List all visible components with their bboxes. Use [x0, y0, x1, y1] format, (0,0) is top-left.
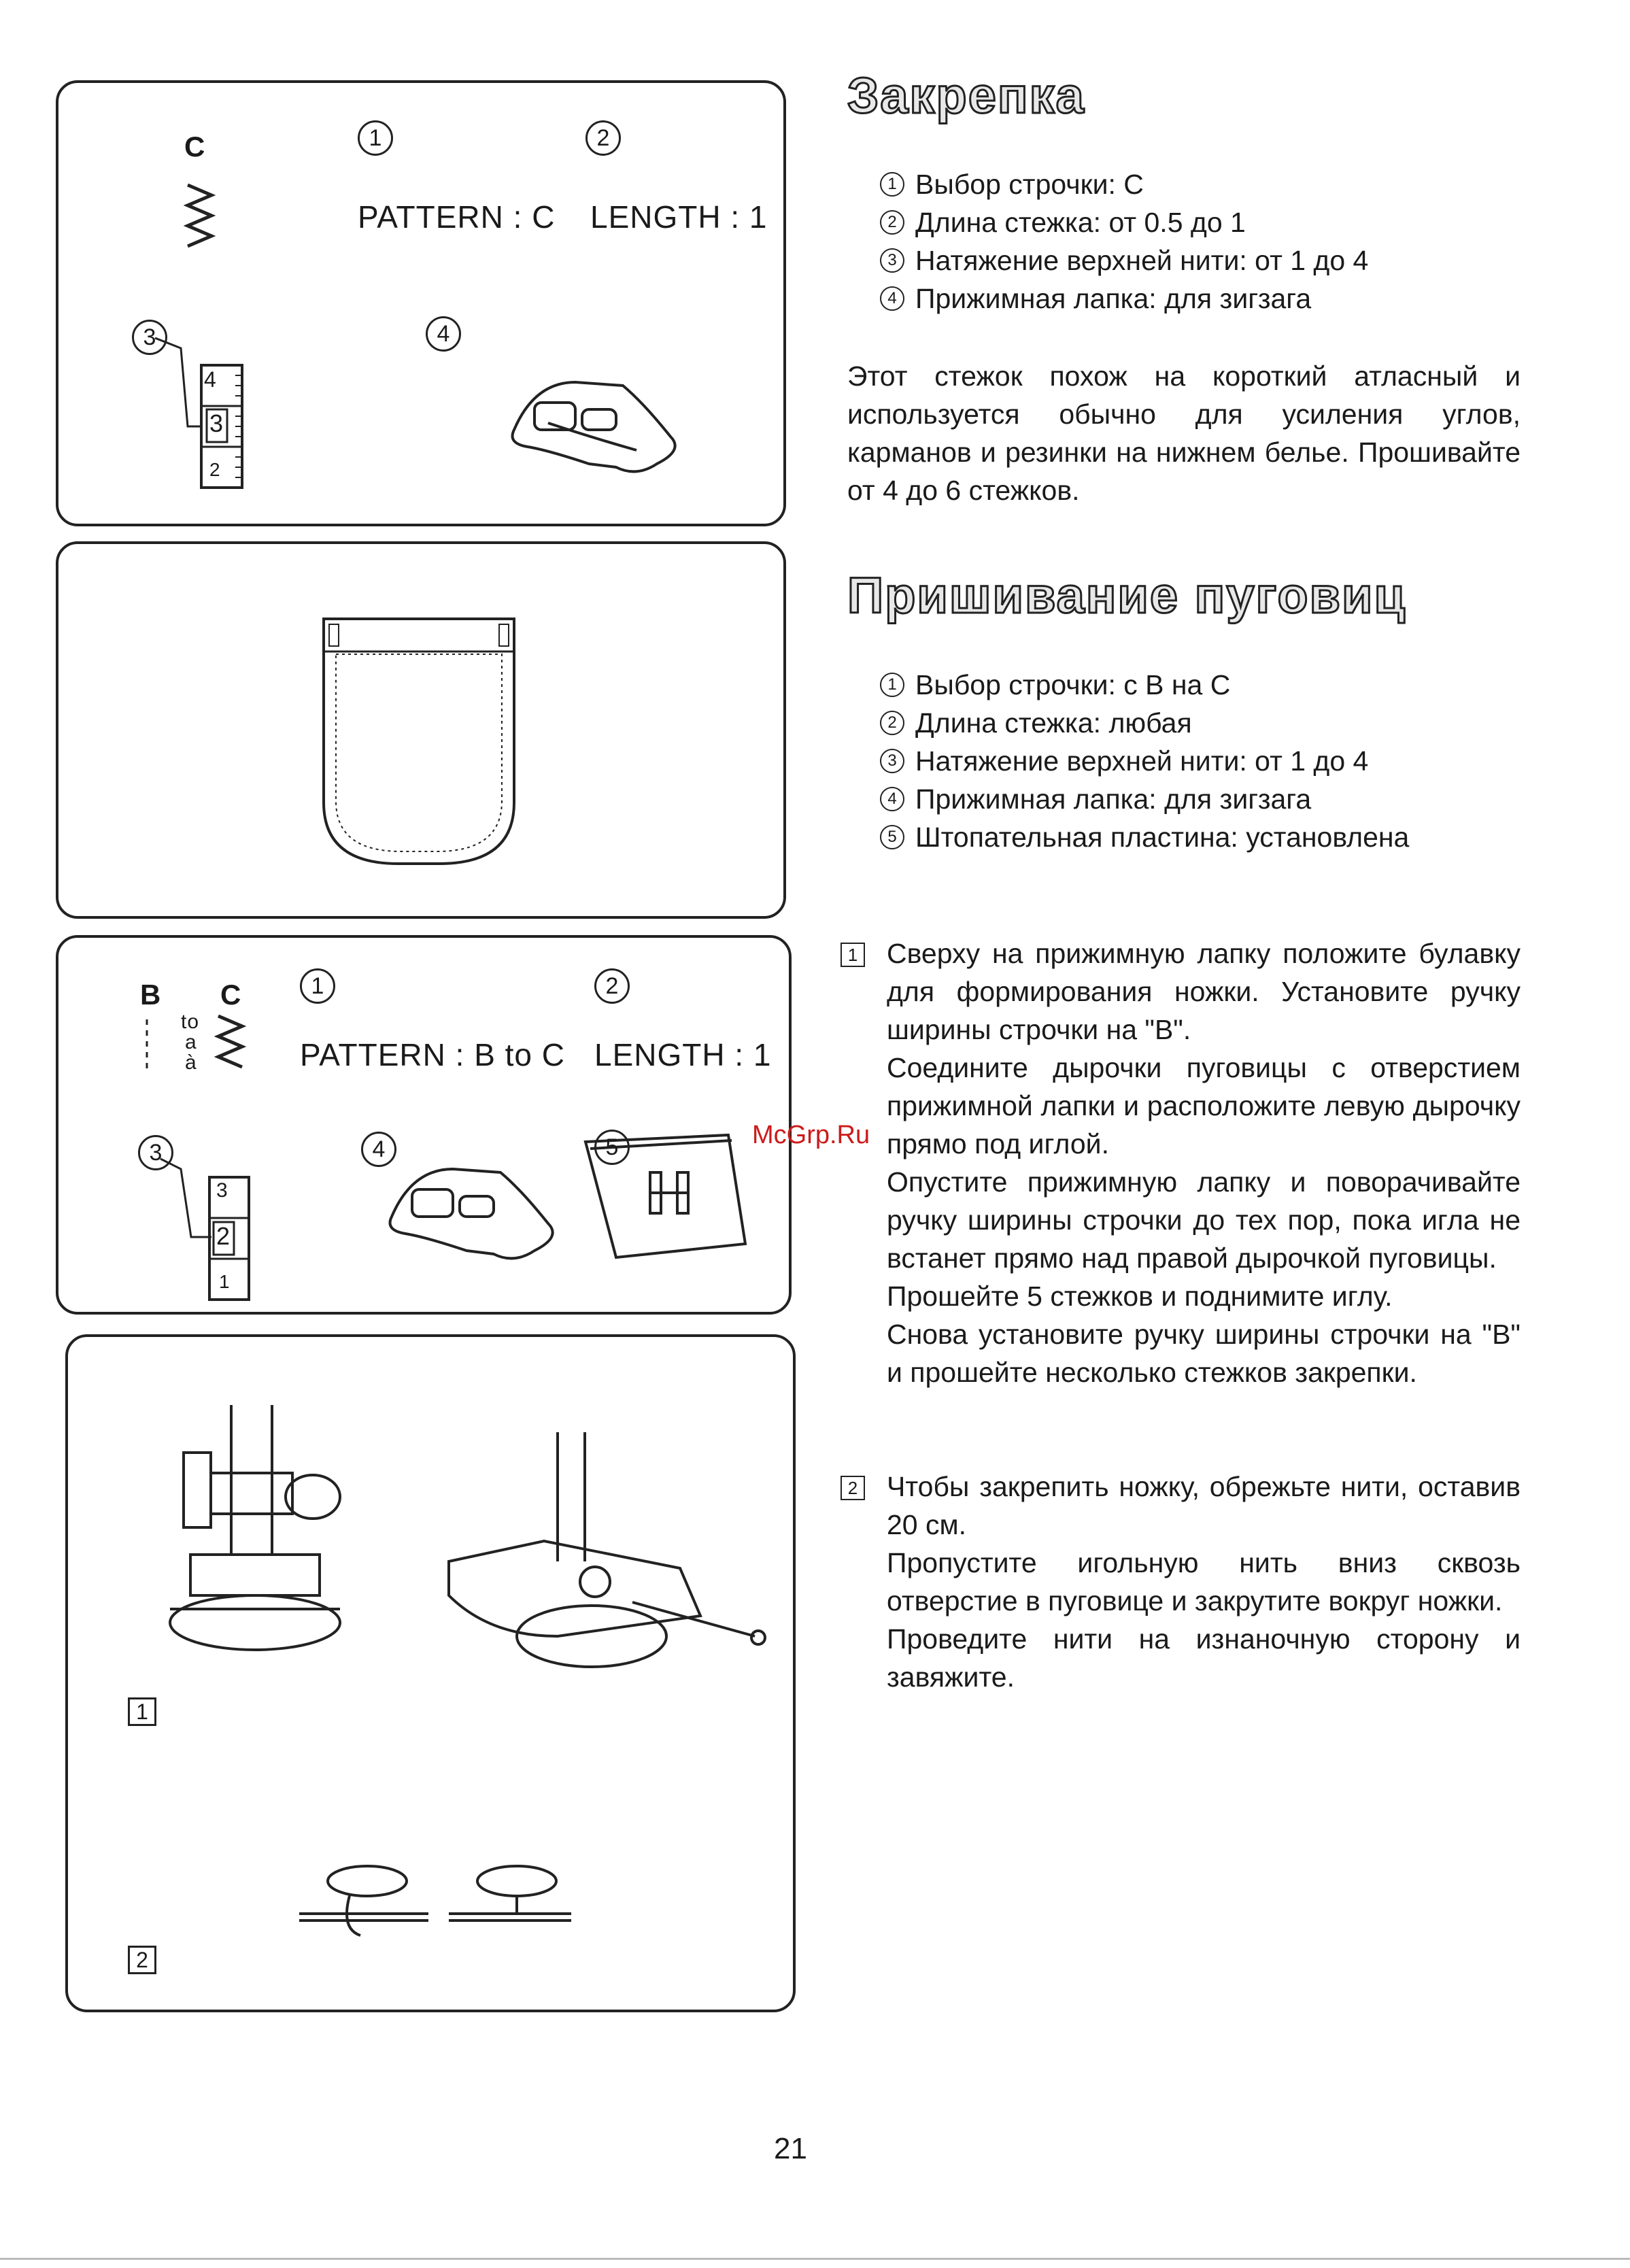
step-paragraph: Снова установите ручку ширины строчки на "B" и прошейте несколько стежков закрепки. — [887, 1319, 1521, 1388]
step-paragraph: Проведите нити на изнаночную сторону и завяжите. — [887, 1623, 1521, 1693]
step-number-marker: 3 — [132, 320, 167, 355]
step-paragraph: Опустите прижимную лапку и поворачивайте ручку ширины строчки до тех пор, пока игла не встанет прямо над правой дырочкой пуговицы. — [887, 1166, 1521, 1274]
bartack-settings-figure — [58, 83, 789, 529]
button-on-foot-icon — [449, 1432, 765, 1667]
pattern-letter-label: C — [184, 131, 206, 163]
step-paragraph: Чтобы закрепить ножку, обрежьте нити, оставив 20 см. — [887, 1471, 1521, 1540]
bartack-settings-panel — [56, 80, 786, 526]
pattern-text: PATTERN : C — [358, 199, 556, 235]
button-settings-panel — [56, 935, 792, 1315]
to-label: a — [185, 1031, 197, 1053]
list-item-text: Длина стежка: любая — [915, 707, 1192, 739]
button-shank-icon — [299, 1866, 571, 1935]
list-number: 4 — [880, 787, 904, 811]
list-number: 2 — [880, 711, 904, 735]
zigzag-foot-icon — [390, 1169, 553, 1258]
bartack-mark-icon — [329, 624, 339, 646]
tension-scale-value: 2 — [216, 1222, 231, 1250]
step-label-box: 2 — [841, 1476, 865, 1500]
step-label-box: 1 — [128, 1697, 156, 1726]
list-number: 4 — [880, 286, 904, 311]
page-number: 21 — [774, 2132, 807, 2165]
list-number: 1 — [880, 172, 904, 197]
list-number: 2 — [880, 210, 904, 235]
length-text: LENGTH : 1 — [590, 199, 768, 235]
step-label-box: 2 — [128, 1946, 156, 1974]
button-sewing-illustration-panel — [65, 1334, 796, 2012]
step-number-marker: 2 — [585, 120, 621, 156]
section-title-bartack: Закрепка — [847, 67, 1085, 124]
bartack-description: Этот стежок похож на короткий атласный и используется обычно для усиления углов, карманов и резинки на нижнем белье. Прошивайте от 4 до 6 стежков. — [847, 360, 1521, 506]
list-item-text: Натяжение верхней нити: от 1 до 4 — [915, 745, 1369, 777]
list-item — [880, 780, 1560, 818]
list-item — [880, 818, 1560, 856]
list-item — [880, 203, 1560, 241]
zigzag-foot-icon — [513, 382, 675, 471]
tension-scale-value: 3 — [216, 1179, 228, 1202]
list-item-text: Натяжение верхней нити: от 1 до 4 — [915, 245, 1369, 276]
step-number-marker: 4 — [361, 1132, 396, 1167]
tension-scale-value: 1 — [219, 1271, 231, 1292]
pattern-text: PATTERN : B to C — [300, 1037, 566, 1072]
to-label: to — [181, 1011, 200, 1033]
button-sewing-figure — [68, 1337, 798, 2015]
list-item-text: Прижимная лапка: для зигзага — [915, 283, 1312, 314]
list-item — [880, 704, 1560, 742]
step-number-marker: 1 — [358, 120, 393, 156]
list-number: 5 — [880, 825, 904, 849]
step-number-marker: 4 — [426, 316, 461, 352]
tension-scale-value: 2 — [209, 459, 221, 480]
page-bottom-divider — [0, 2258, 1630, 2260]
step-number-marker: 2 — [594, 968, 630, 1004]
step-number-marker: 5 — [594, 1130, 630, 1165]
button-settings-list — [880, 666, 1560, 856]
pocket-figure — [58, 544, 789, 921]
list-item — [880, 280, 1560, 318]
list-item — [880, 742, 1560, 780]
list-item-text: Выбор строчки: с B на C — [915, 669, 1231, 700]
pattern-letter-b: B — [140, 979, 162, 1011]
zigzag-pattern-icon — [218, 1016, 242, 1067]
instruction-step-1 — [841, 934, 1521, 1391]
step-number-marker: 1 — [300, 968, 335, 1004]
length-text: LENGTH : 1 — [594, 1037, 772, 1072]
list-number: 1 — [880, 673, 904, 697]
watermark: McGrp.Ru — [752, 1121, 870, 1149]
tension-scale-value: 3 — [209, 409, 224, 437]
step-label-box: 1 — [841, 943, 865, 967]
zigzag-pattern-icon — [188, 185, 211, 246]
bartack-mark-icon — [499, 624, 509, 646]
list-item-text: Штопательная пластина: установлена — [915, 822, 1410, 853]
list-item-text: Прижимная лапка: для зигзага — [915, 783, 1312, 815]
list-item — [880, 241, 1560, 280]
step-paragraph: Пропустите игольную нить вниз сквозь отверстие в пуговице и закрутите вокруг ножки. — [887, 1547, 1521, 1617]
step-number-marker: 3 — [138, 1135, 173, 1170]
section-title-button-sewing: Пришивание пуговиц — [847, 567, 1406, 624]
to-label: à — [185, 1051, 197, 1074]
list-item — [880, 666, 1560, 704]
instruction-step-2 — [841, 1468, 1521, 1696]
step-paragraph: Сверху на прижимную лапку положите булавку для формирования ножки. Установите ручку ширины строчки на "B". — [887, 938, 1521, 1045]
tension-scale-value: 4 — [204, 367, 217, 392]
list-number: 3 — [880, 749, 904, 773]
pocket-illustration-panel — [56, 541, 786, 919]
step-paragraph: Прошейте 5 стежков и поднимите иглу. — [887, 1281, 1393, 1312]
presser-foot-with-pin-icon — [170, 1405, 340, 1650]
list-item-text: Длина стежка: от 0.5 до 1 — [915, 207, 1246, 238]
step-paragraph: Соедините дырочки пуговицы с отверстием прижимной лапки и расположите левую дырочку прямо под иглой. — [887, 1052, 1521, 1160]
list-item — [880, 165, 1560, 203]
bartack-settings-list — [880, 165, 1560, 318]
list-number: 3 — [880, 248, 904, 273]
pattern-letter-c: C — [220, 979, 242, 1011]
list-item-text: Выбор строчки: C — [915, 169, 1144, 200]
button-settings-figure — [58, 938, 794, 1317]
